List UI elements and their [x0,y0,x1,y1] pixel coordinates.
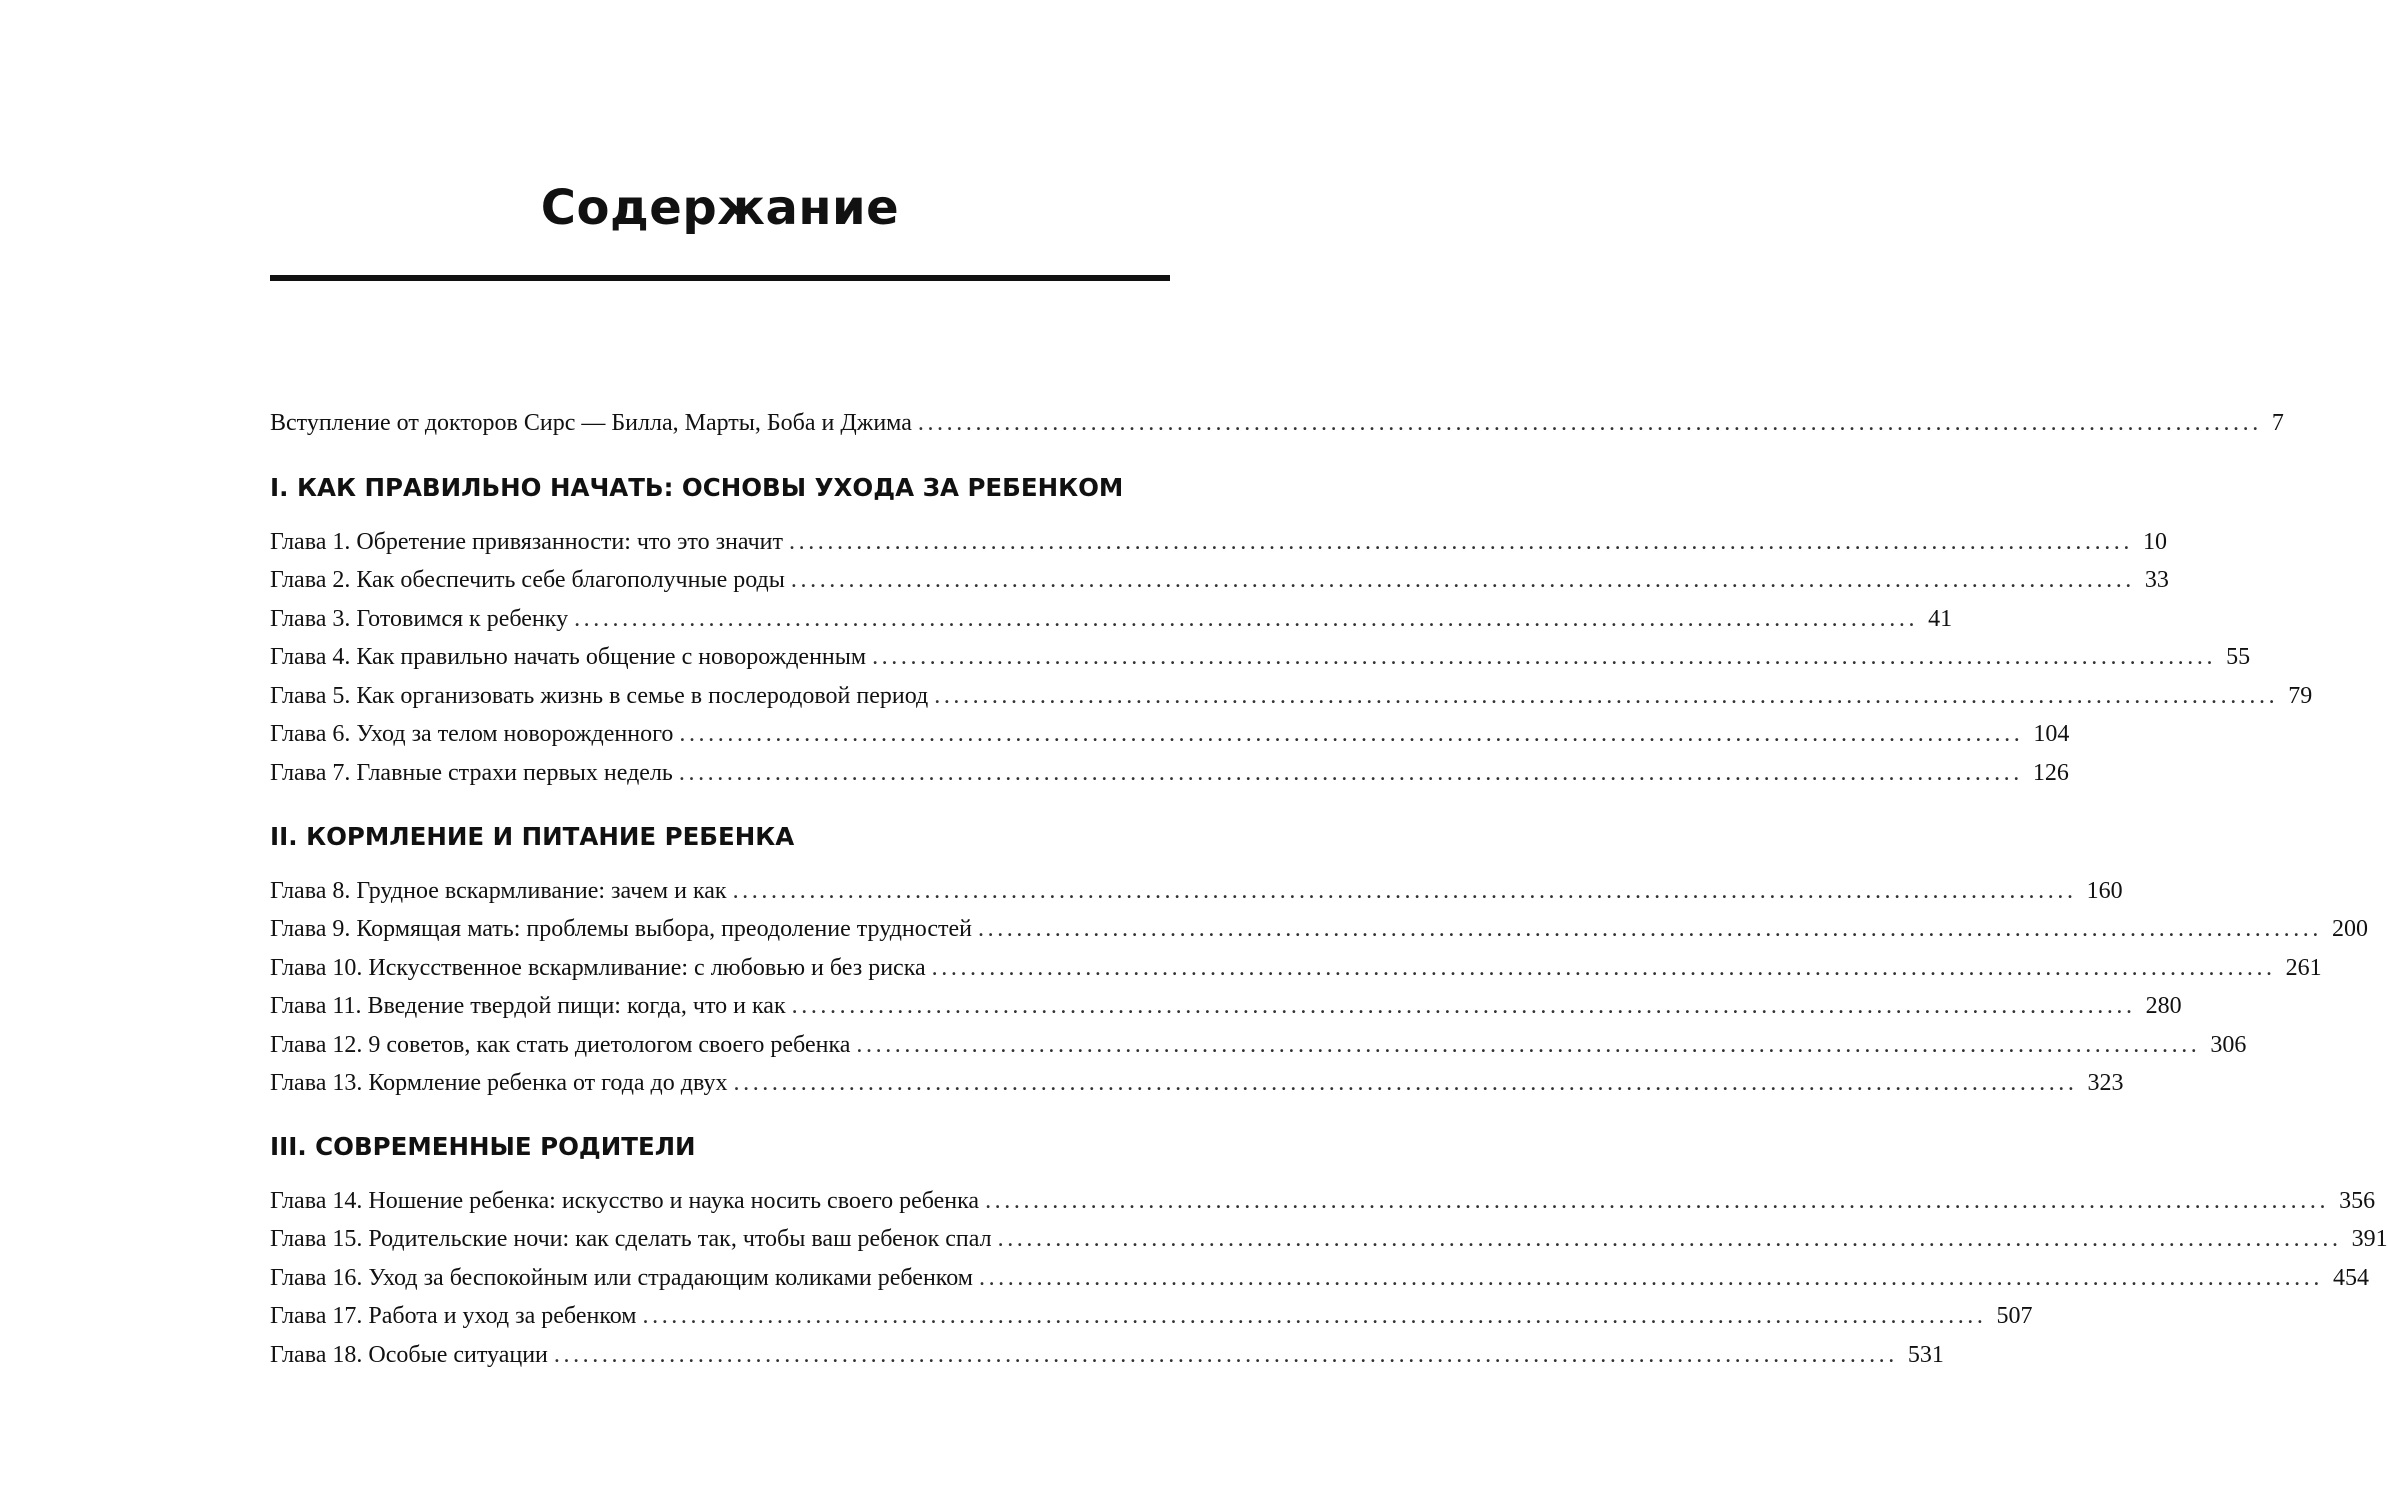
dot-leader: ............................................................................................................................................ [978,916,2322,942]
toc-entry-chapter-9[interactable] [270,911,2368,947]
toc-entry-page: 41 [1928,606,1953,632]
toc-entry-page: 391 [2351,1226,2388,1252]
toc-entry-chapter-11[interactable] [270,988,2182,1024]
toc-entry-label: Глава 15. Родительские ночи: как сделать так, чтобы ваш ребенок спал [270,1226,992,1252]
toc-entry-page: 507 [1996,1303,2033,1329]
dot-leader: ............................................................................................................................................ [791,993,2136,1019]
dot-leader: ............................................................................................................................................ [733,1070,2078,1096]
toc-entry-chapter-13[interactable] [270,1065,2124,1101]
toc-entry-label: Глава 6. Уход за телом новорожденного [270,721,674,747]
toc-entry-page: 323 [2087,1070,2124,1096]
toc-entry-label: Глава 12. 9 советов, как стать диетологом своего ребенка [270,1032,851,1058]
toc-entry-label: Глава 3. Готовимся к ребенку [270,606,569,632]
dot-leader: ............................................................................................................................................ [917,410,2262,436]
section-heading-1: I. КАК ПРАВИЛЬНО НАЧАТЬ: ОСНОВЫ УХОДА ЗА РЕБЕНКОМ [270,473,1124,502]
dot-leader: ............................................................................................................................................ [574,606,1919,632]
toc-entry-label: Глава 4. Как правильно начать общение с новорожденным [270,644,867,670]
toc-entry-page: 280 [2145,993,2182,1019]
dot-leader: ............................................................................................................................................ [679,721,2024,747]
toc-entry-page: 261 [2285,955,2322,981]
toc-entry-page: 7 [2271,410,2284,436]
dot-leader: ............................................................................................................................................ [642,1303,1987,1329]
toc-entry-page: 79 [2288,683,2313,709]
toc-entry-page: 160 [2086,878,2123,904]
toc-entry-page: 531 [1907,1342,1944,1368]
toc-entry-label: Глава 2. Как обеспечить себе благополучные роды [270,567,785,593]
dot-leader: ............................................................................................................................................ [678,760,2023,786]
toc-entry-label: Вступление от докторов Сирс — Билла, Марты, Боба и Джима [270,410,912,436]
toc-entry-page: 104 [2033,721,2070,747]
toc-entry-label: Глава 9. Кормящая мать: проблемы выбора, преодоление трудностей [270,916,972,942]
toc-entry-page: 200 [2332,916,2368,942]
toc-entry-chapter-14[interactable] [270,1183,2376,1219]
dot-leader: ............................................................................................................................................ [553,1342,1898,1368]
toc-entry-chapter-4[interactable] [270,639,2251,675]
title-rule [270,275,1170,281]
dot-leader: ............................................................................................................................................ [931,955,2276,981]
toc-entry-page: 55 [2226,644,2251,670]
toc-entry-label: Глава 13. Кормление ребенка от года до двух [270,1070,728,1096]
toc-entry-label: Глава 5. Как организовать жизнь в семье в послеродовой период [270,683,929,709]
dot-leader: ............................................................................................................................................ [872,644,2217,670]
toc-entry-page: 356 [2339,1188,2376,1214]
toc-entry-chapter-12[interactable] [270,1027,2247,1063]
toc-entry-page: 33 [2144,567,2169,593]
toc-entry-chapter-8[interactable] [270,873,2123,909]
dot-leader: ............................................................................................................................................ [934,683,2279,709]
toc-entry-label: Глава 18. Особые ситуации [270,1342,548,1368]
toc-entry-chapter-2[interactable] [270,562,2169,598]
toc-entry-label: Глава 17. Работа и уход за ребенком [270,1303,637,1329]
dot-leader: ............................................................................................................................................ [978,1265,2323,1291]
toc-entry-chapter-15[interactable] [270,1221,2388,1257]
toc-entry-page: 306 [2210,1032,2247,1058]
toc-entry-chapter-6[interactable] [270,716,2070,752]
dot-leader: ............................................................................................................................................ [997,1226,2342,1252]
toc-entry-label: Глава 7. Главные страхи первых недель [270,760,673,786]
toc-entry-label: Глава 16. Уход за беспокойным или страдающим коликами ребенком [270,1265,973,1291]
section-heading-2: II. КОРМЛЕНИЕ И ПИТАНИЕ РЕБЕНКА [270,822,795,851]
dot-leader: ............................................................................................................................................ [790,567,2135,593]
toc-entry-page: 454 [2332,1265,2369,1291]
toc-entry-chapter-17[interactable] [270,1298,2033,1334]
toc-entry-chapter-1[interactable] [270,524,2167,560]
toc-entry-label: Глава 14. Ношение ребенка: искусство и наука носить своего ребенка [270,1188,980,1214]
toc-entry-label: Глава 11. Введение твердой пищи: когда, что и как [270,993,786,1019]
toc-entry-label: Глава 1. Обретение привязанности: что это значит [270,529,783,555]
dot-leader: ............................................................................................................................................ [789,529,2133,555]
toc-entry-chapter-3[interactable] [270,601,1953,637]
toc-entry-chapter-5[interactable] [270,678,2313,714]
toc-entry-chapter-18[interactable] [270,1337,1944,1373]
page-title: Содержание [540,180,900,236]
toc-entry-chapter-10[interactable] [270,950,2322,986]
toc-entry-chapter-7[interactable] [270,755,2069,791]
toc-entry-chapter-16[interactable] [270,1260,2369,1296]
dot-leader: ............................................................................................................................................ [985,1188,2330,1214]
section-heading-3: III. СОВРЕМЕННЫЕ РОДИТЕЛИ [270,1132,696,1161]
toc-entry-label: Глава 8. Грудное вскармливание: зачем и как [270,878,727,904]
dot-leader: ............................................................................................................................................ [856,1032,2201,1058]
toc-entry-page: 10 [2143,529,2167,555]
dot-leader: ............................................................................................................................................ [732,878,2077,904]
toc-entry-page: 126 [2032,760,2069,786]
toc-entry-label: Глава 10. Искусственное вскармливание: с любовью и без риска [270,955,926,981]
toc-entry-intro[interactable] [270,405,2284,441]
